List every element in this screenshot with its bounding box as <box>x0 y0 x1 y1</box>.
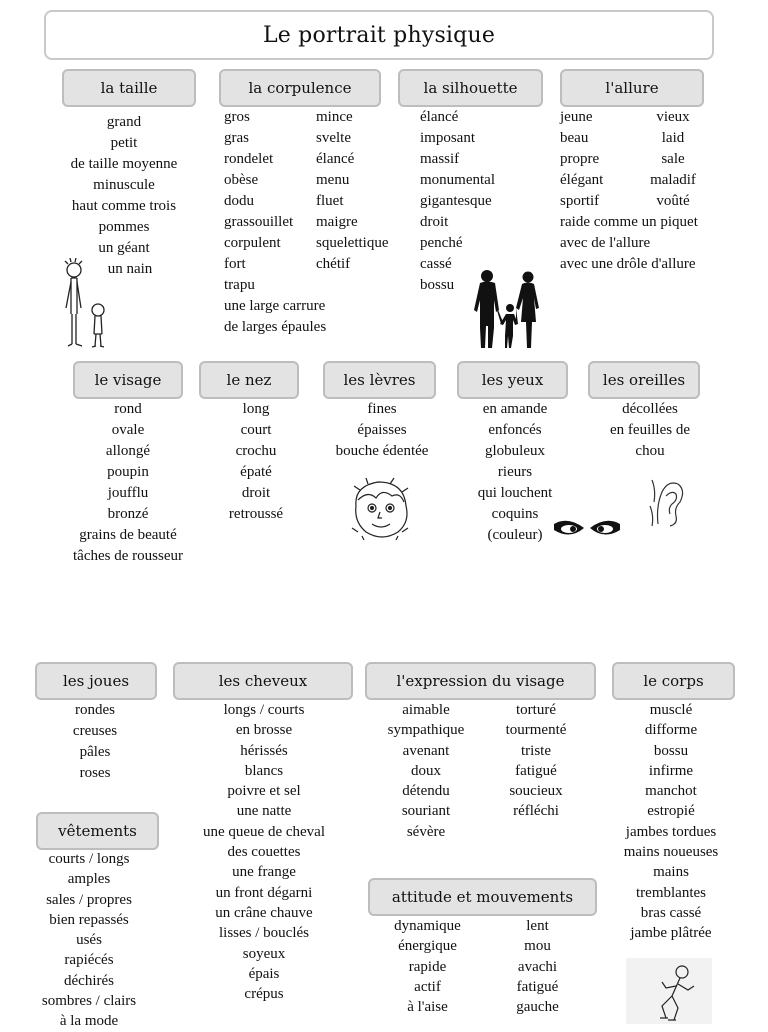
list-item: infirme <box>648 762 694 779</box>
list-item: sympathique <box>387 722 465 739</box>
list-item: beau <box>560 130 589 146</box>
list-item: fines <box>367 401 397 417</box>
expression-list-1 <box>370 700 482 842</box>
heading-joues: les joues <box>35 662 157 700</box>
list-item: trapu <box>224 277 255 293</box>
list-item: pâles <box>79 744 111 760</box>
list-item: grand <box>106 114 142 130</box>
list-item: blancs <box>244 762 284 779</box>
family-silhouette-illustration <box>470 268 546 350</box>
list-item: crochu <box>235 443 277 459</box>
list-item: sale <box>661 151 685 167</box>
oreilles-list <box>590 399 710 462</box>
list-item: gauche <box>516 999 559 1016</box>
list-item: roses <box>79 765 111 781</box>
list-item: amples <box>67 871 111 888</box>
list-item: tourmenté <box>505 722 567 739</box>
list-item: avenant <box>402 742 450 759</box>
list-item: difforme <box>644 722 698 739</box>
vetements-list <box>30 849 148 1032</box>
list-item: avachi <box>517 958 558 975</box>
list-item: laid <box>661 130 685 146</box>
list-item: à la mode <box>59 1013 119 1030</box>
list-item: monumental <box>420 172 495 188</box>
list-item: bien repassés <box>49 911 129 928</box>
list-item: en amande <box>482 401 548 417</box>
list-item: décollées <box>622 401 678 417</box>
face-illustration <box>348 476 414 542</box>
heading-corps: le corps <box>612 662 735 700</box>
list-item: des couettes <box>227 844 301 861</box>
visage-list <box>58 399 198 567</box>
list-item: cassé <box>420 256 452 272</box>
corpulence-list-2 <box>316 107 388 275</box>
list-item: petit <box>110 135 138 151</box>
list-item: maigre <box>316 214 358 230</box>
list-item: enfoncés <box>488 422 542 438</box>
list-item: hérissés <box>240 742 288 759</box>
list-item: chou <box>635 443 665 459</box>
list-item: sombres / clairs <box>41 993 137 1010</box>
list-item: creuses <box>72 723 118 739</box>
list-item: rond <box>114 401 142 417</box>
heading-visage: le visage <box>73 361 183 399</box>
joues-list <box>40 700 150 784</box>
list-item: obèse <box>224 172 259 188</box>
list-item: jambe plâtrée <box>630 925 712 942</box>
list-item: élancé <box>420 109 459 125</box>
list-item: fatigué <box>516 978 559 995</box>
list-item: doux <box>411 762 441 779</box>
list-item: fort <box>224 256 246 272</box>
list-item: gigantesque <box>420 193 492 209</box>
list-item: squelettique <box>316 235 389 251</box>
list-item: poupin <box>107 464 149 480</box>
attitude-list-2 <box>490 916 585 1017</box>
list-item: coquins <box>491 506 539 522</box>
list-item: épais <box>248 965 280 982</box>
list-item: globuleux <box>485 443 545 459</box>
list-item: réfléchi <box>513 803 559 820</box>
list-item: mains <box>653 864 689 881</box>
list-item: jeune <box>560 109 593 125</box>
list-item: épaisses <box>357 422 407 438</box>
list-item: souriant <box>401 803 451 820</box>
list-item: soyeux <box>242 945 286 962</box>
list-item: (couleur) <box>487 527 543 543</box>
heading-taille: la taille <box>62 69 196 107</box>
list-item: court <box>240 422 272 438</box>
list-item: de larges épaules <box>224 319 327 335</box>
list-item: droit <box>241 485 271 501</box>
list-item: maladif <box>650 172 696 188</box>
list-item: sportif <box>560 193 600 209</box>
list-item: lisses / bouclés <box>219 925 309 942</box>
list-item: de taille moyenne <box>70 156 178 172</box>
allure-list-1 <box>560 107 603 212</box>
list-item: épaté <box>240 464 272 480</box>
list-item: longs / courts <box>223 702 305 718</box>
list-item: dodu <box>224 193 254 209</box>
heading-expression: l'expression du visage <box>365 662 596 700</box>
list-item: bras cassé <box>640 904 702 921</box>
list-item: rondelet <box>224 151 274 167</box>
list-item: bronzé <box>107 506 149 522</box>
heading-oreilles: les oreilles <box>588 361 700 399</box>
list-item: aimable <box>402 702 450 718</box>
corpulence-list-1 <box>224 107 326 338</box>
list-item: chétif <box>316 256 351 272</box>
list-item: bossu <box>420 277 455 293</box>
list-item: manchot <box>645 783 697 800</box>
list-item: qui louchent <box>477 485 553 501</box>
list-item: élégant <box>560 172 604 188</box>
heading-cheveux: les cheveux <box>173 662 353 700</box>
list-item: une queue de cheval <box>202 823 326 840</box>
list-item: rondes <box>75 702 115 718</box>
list-item: rapide <box>408 958 447 975</box>
runner-illustration <box>626 958 712 1024</box>
heading-allure: l'allure <box>560 69 704 107</box>
cheveux-list <box>180 700 348 1004</box>
page-title: Le portrait physique <box>44 10 714 60</box>
list-item: actif <box>414 978 441 995</box>
list-item: déchirés <box>64 972 114 989</box>
list-item: svelte <box>316 130 351 146</box>
list-item: imposant <box>420 130 475 146</box>
list-item: une frange <box>232 864 296 881</box>
attitude-list-1 <box>375 916 480 1017</box>
list-item: grains de beauté <box>79 527 177 543</box>
list-item: courts / longs <box>48 851 130 867</box>
list-item: fatigué <box>515 762 557 779</box>
list-item: corpulent <box>224 235 281 251</box>
list-item: un géant <box>98 240 150 256</box>
allure-list-2 <box>640 107 706 212</box>
list-item: dynamique <box>394 918 461 934</box>
list-item: mince <box>316 109 353 125</box>
allure-list-extra <box>560 212 698 275</box>
list-item: en brosse <box>235 722 293 739</box>
eyes-illustration <box>552 518 622 542</box>
list-item: jambes tordues <box>625 823 717 840</box>
heading-silhouette: la silhouette <box>398 69 543 107</box>
list-item: propre <box>560 151 600 167</box>
list-item: rieurs <box>497 464 533 480</box>
list-item: crépus <box>244 986 284 1003</box>
ear-illustration <box>648 476 688 528</box>
list-item: gros <box>224 109 250 125</box>
taille-list <box>55 112 193 280</box>
list-item: retroussé <box>228 506 284 522</box>
list-item: rapiécés <box>64 952 114 969</box>
list-item: à l'aise <box>407 999 448 1016</box>
list-item: avec une drôle d'allure <box>560 256 696 272</box>
list-item: en feuilles de <box>610 422 690 438</box>
list-item: torturé <box>516 702 556 718</box>
list-item: un crâne chauve <box>215 904 313 921</box>
list-item: penché <box>420 235 463 251</box>
list-item: long <box>242 401 270 417</box>
heading-vetements: vêtements <box>36 812 159 850</box>
list-item: haut comme trois <box>71 198 177 214</box>
list-item: élancé <box>316 151 355 167</box>
expression-list-2 <box>488 700 584 822</box>
list-item: grassouillet <box>224 214 294 230</box>
list-item: un front dégarni <box>215 884 313 901</box>
list-item: tâches de rousseur <box>73 548 183 564</box>
list-item: ovale <box>111 422 145 438</box>
heading-levres: les lèvres <box>323 361 436 399</box>
list-item: musclé <box>649 702 693 718</box>
list-item: fluet <box>316 193 344 209</box>
tall-short-people-illustration <box>58 258 118 352</box>
list-item: usés <box>76 932 102 949</box>
list-item: mou <box>524 938 551 955</box>
list-item: minuscule <box>93 177 155 193</box>
list-item: estropié <box>647 803 695 820</box>
list-item: lent <box>526 918 549 934</box>
heading-attitude: attitude et mouvements <box>368 878 597 916</box>
list-item: pommes <box>98 219 150 235</box>
heading-corpulence: la corpulence <box>219 69 381 107</box>
list-item: avec de l'allure <box>560 235 651 251</box>
list-item: un nain <box>107 261 153 277</box>
list-item: bossu <box>653 742 689 759</box>
list-item: énergique <box>398 938 457 955</box>
heading-nez: le nez <box>199 361 299 399</box>
list-item: détendu <box>402 783 450 800</box>
list-item: mains noueuses <box>623 844 719 861</box>
levres-list <box>322 399 442 462</box>
list-item: tremblantes <box>636 884 706 901</box>
nez-list <box>206 399 306 525</box>
list-item: massif <box>420 151 460 167</box>
list-item: sales / propres <box>46 891 132 908</box>
list-item: triste <box>521 742 551 759</box>
list-item: voûté <box>656 193 690 209</box>
list-item: joufflu <box>107 485 149 501</box>
list-item: soucieux <box>509 783 563 800</box>
list-item: droit <box>420 214 449 230</box>
list-item: sévère <box>406 823 446 840</box>
list-item: allongé <box>105 443 151 459</box>
list-item: vieux <box>656 109 690 125</box>
corps-list <box>604 700 738 944</box>
list-item: poivre et sel <box>227 783 301 800</box>
list-item: gras <box>224 130 249 146</box>
list-item: raide comme un piquet <box>560 214 698 230</box>
list-item: une large carrure <box>224 298 326 314</box>
list-item: menu <box>316 172 350 188</box>
list-item: une natte <box>236 803 292 820</box>
list-item: bouche édentée <box>335 443 429 459</box>
heading-yeux: les yeux <box>457 361 568 399</box>
